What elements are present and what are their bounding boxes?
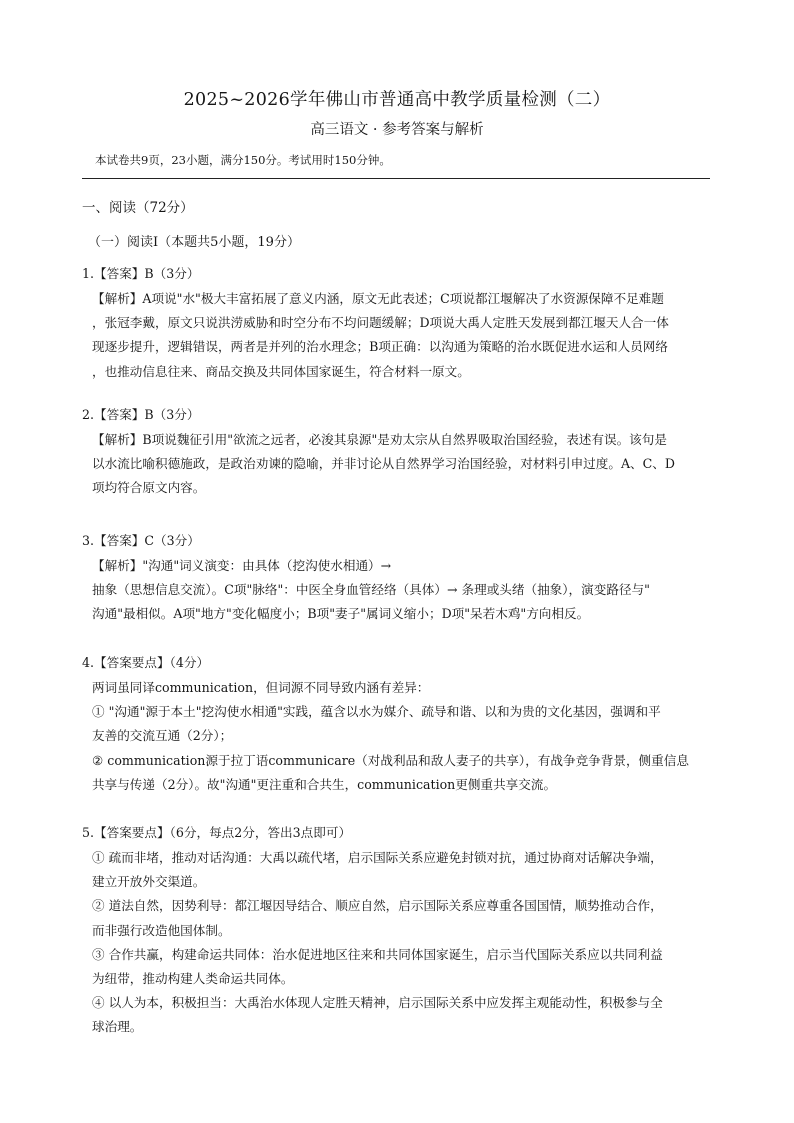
question-2	[82, 404, 722, 501]
analysis-line: ② 道法自然，因势利导：都江堰因导结合、顺应自然，启示国际关系应尊重各国国情，顺势推动合作，	[92, 898, 663, 914]
analysis-line: 【解析】"沟通"词义演变：由具体（挖沟使水相通）→	[92, 558, 392, 573]
analysis-line: 沟通"最相似。A项"地方"变化幅度小；B项"妻子"属词义缩小；D项"呆若木鸡"方向相反。	[92, 606, 590, 622]
analysis-line: 以水流比喻积德施政，是政治劝谏的隐喻，并非讨论从自然界学习治国经验，对材料引申过度。A、C、D	[92, 456, 675, 472]
question-3-analysis	[92, 554, 712, 627]
question-1-answer: 1.【答案】B（3分）	[82, 266, 200, 281]
analysis-line: ③ 合作共赢，构建命运共同体：治水促进地区往来和共同体国家诞生，启示当代国际关系应以共同利益	[92, 946, 663, 962]
question-5	[82, 822, 722, 1040]
section-heading: 一、阅读（72分）	[82, 200, 194, 216]
analysis-line: ④ 以人为本，积极担当：大禹治水体现人定胜天精神，启示国际关系中应发挥主观能动性，积极参与全	[92, 995, 663, 1011]
question-3	[82, 530, 722, 627]
question-5-answer: 5.【答案要点】（6分，每点2分，答出3点即可）	[82, 825, 352, 840]
section-subheading: （一）阅读Ⅰ（本题共5小题，19分）	[88, 235, 300, 250]
analysis-line: 【解析】B项说魏征引用"欲流之远者，必浚其泉源"是劝太宗从自然界吸取治国经验，表述有误。该句是	[92, 432, 667, 447]
analysis-line: 为纽带，推动构建人类命运共同体。	[92, 971, 294, 987]
question-1-analysis	[92, 287, 712, 384]
header-divider	[82, 178, 710, 179]
analysis-line: ① 疏而非堵，推动对话沟通：大禹以疏代堵，启示国际关系应避免封锁对抗，通过协商对话解决争端，	[92, 850, 663, 865]
analysis-line: 两词虽同译communication，但词源不同导致内涵有差异：	[92, 680, 430, 695]
analysis-line: 现逐步提升，逻辑错误，两者是并列的治水理念；B项正确：以沟通为策略的治水既促进水运和人员网络	[92, 339, 668, 355]
analysis-line: ① "沟通"源于本土"挖沟使水相通"实践，蕴含以水为媒介、疏导和谐、以和为贵的文化基因，强调和平	[92, 704, 661, 720]
analysis-line: ，张冠李戴，原文只说洪涝威胁和时空分布不均问题缓解；D项说大禹人定胜天发展到都江堰天人合一体	[92, 315, 669, 331]
page-title: 2025~2026学年佛山市普通高中教学质量检测（二）	[183, 90, 611, 110]
analysis-line: 项均符合原文内容。	[92, 480, 206, 496]
analysis-line: 而非强行改造他国体制。	[92, 922, 231, 938]
analysis-line: ② communication源于拉丁语communicare（对战利品和敌人妻子的共享），有战争竞争背景，侧重信息	[92, 752, 689, 768]
question-4-answer: 4.【答案要点】（4分）	[82, 655, 210, 670]
analysis-line: 球治理。	[92, 1019, 143, 1035]
exam-note: 本试卷共9页，23小题，满分150分。考试用时150分钟。	[95, 153, 391, 167]
analysis-line: 【解析】A项说"水"极大丰富拓展了意义内涵，原文无此表述；C项说都江堰解决了水资源保障不足难题	[92, 291, 664, 306]
question-4	[82, 652, 722, 797]
analysis-line: 共享与传递（2分）。故"沟通"更注重和合共生，communication更侧重共享交流。	[92, 776, 557, 792]
analysis-line: 建立开放外交渠道。	[92, 874, 206, 890]
page-subtitle: 高三语文 · 参考答案与解析	[310, 122, 484, 138]
analysis-line: 抽象（思想信息交流）。C项"脉络"：中医全身血管经络（具体）→ 条理或头绪（抽象），演变路径与"	[92, 582, 650, 598]
question-5-analysis	[92, 846, 712, 1040]
question-3-answer: 3.【答案】C（3分）	[82, 533, 200, 548]
question-2-analysis	[92, 428, 712, 501]
analysis-line: ，也推动信息往来、商品交换及共同体国家诞生，符合材料一原文。	[92, 363, 470, 379]
question-1	[82, 263, 722, 384]
question-2-answer: 2.【答案】B（3分）	[82, 407, 200, 422]
question-4-analysis	[92, 676, 712, 797]
analysis-line: 友善的交流互通（2分）；	[92, 728, 233, 744]
